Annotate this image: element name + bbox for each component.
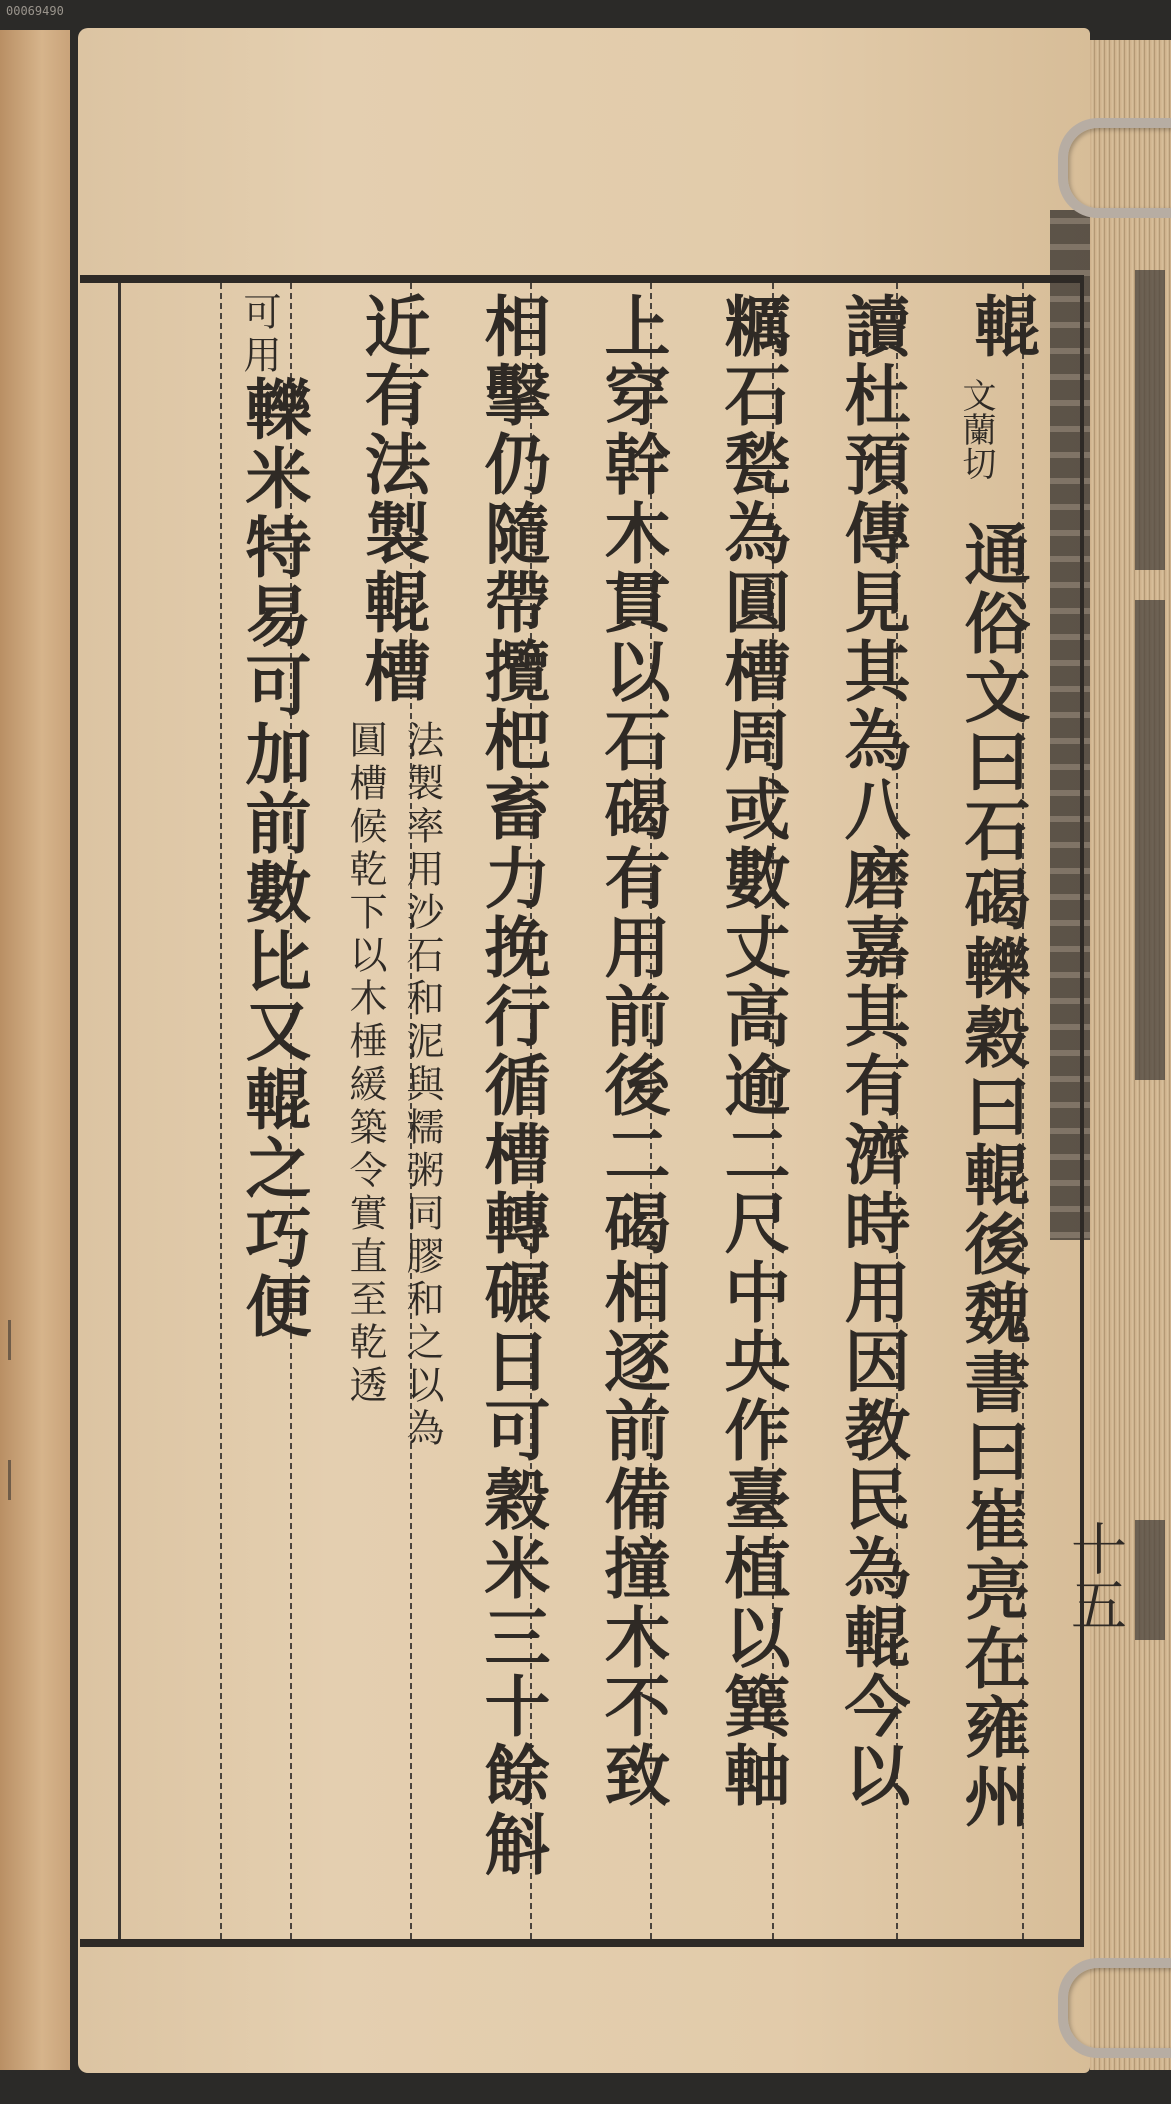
annotation-column-7: 可用 [237,292,281,378]
pronunciation-note: 文蘭切 [956,378,996,480]
margin-bleed-text [1135,600,1165,1080]
previous-page-mark [8,1320,29,1360]
annotation-column-6b: 圓槽候乾下以木棰緩築令實直至乾透 [343,720,387,1408]
frame-left-border [118,283,121,1939]
margin-bleed-text [1135,1520,1165,1640]
binding-clip-top [1058,118,1171,218]
text-column-6: 近有法製輥槽 [353,292,431,706]
previous-page-edge [0,30,70,2070]
text-column-1: 通俗文曰石碣轢穀曰輥後魏書曰崔亮在雍州 [953,520,1031,1831]
text-column-5: 相擊仍隨帶攬杷畜力挽行循槽轉碾日可穀米三十餘斛 [473,292,551,1879]
text-column-1-heading: 輥 [963,292,1041,361]
scan-id: 00069490 [6,4,64,18]
frame-right-border [1080,275,1084,1947]
binding-clip-bottom [1058,1958,1171,2058]
text-column-7: 轢米特易可加前數比又輥之巧便 [234,375,312,1341]
text-column-2: 讀杜預傳見其為八磨嘉其有濟時用因教民為輥今以 [833,292,911,1810]
margin-bleed-text [1135,270,1165,570]
text-column-4: 上穿幹木貫以石碣有用前後二碣相逐前備撞木不致 [593,292,671,1810]
leaf-number: 十五 [1062,1520,1127,1632]
annotation-column-6a: 法製率用沙石和泥與糯粥同膠和之以為 [400,720,444,1451]
column-divider [220,283,222,1939]
text-column-3: 糲石甃為圓槽周或數丈高逾二尺中央作臺植以簨軸 [713,292,791,1810]
previous-page-mark [8,1460,29,1500]
